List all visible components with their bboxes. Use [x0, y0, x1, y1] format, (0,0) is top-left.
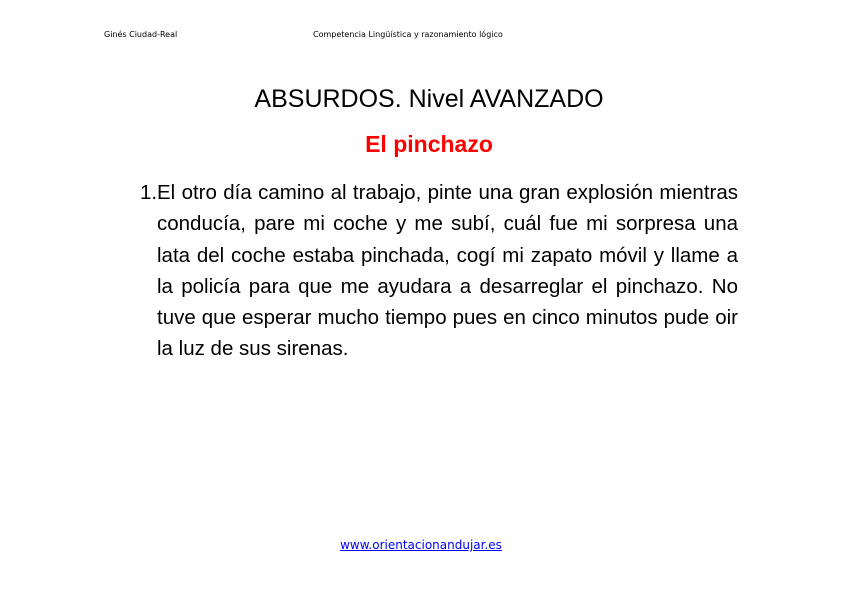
footer-website-link[interactable]: www.orientacionandujar.es — [340, 538, 502, 552]
page-title: ABSURDOS. Nivel AVANZADO — [254, 85, 604, 113]
list-item-text: El otro día camino al trabajo, pinte una gran explosión mientras conducía, pare mi coche y me subí, cuál fue mi sorpresa una lata del coche estaba pinchada, cogí mi zapato móvil y llame a la policía para que me ayudara a desarreglar el pinchazo. No tuve que esperar mucho tiempo pues en cinco minutos pude oir la luz de sus sirenas. — [157, 181, 738, 361]
list-item — [140, 177, 738, 365]
header-author: Ginés Ciudad-Real — [104, 30, 178, 39]
page-subtitle: El pinchazo — [365, 131, 493, 157]
header-subject: Competencia Lingüística y razonamiento lógico — [313, 30, 503, 39]
list-item-number: 1. — [140, 181, 158, 204]
